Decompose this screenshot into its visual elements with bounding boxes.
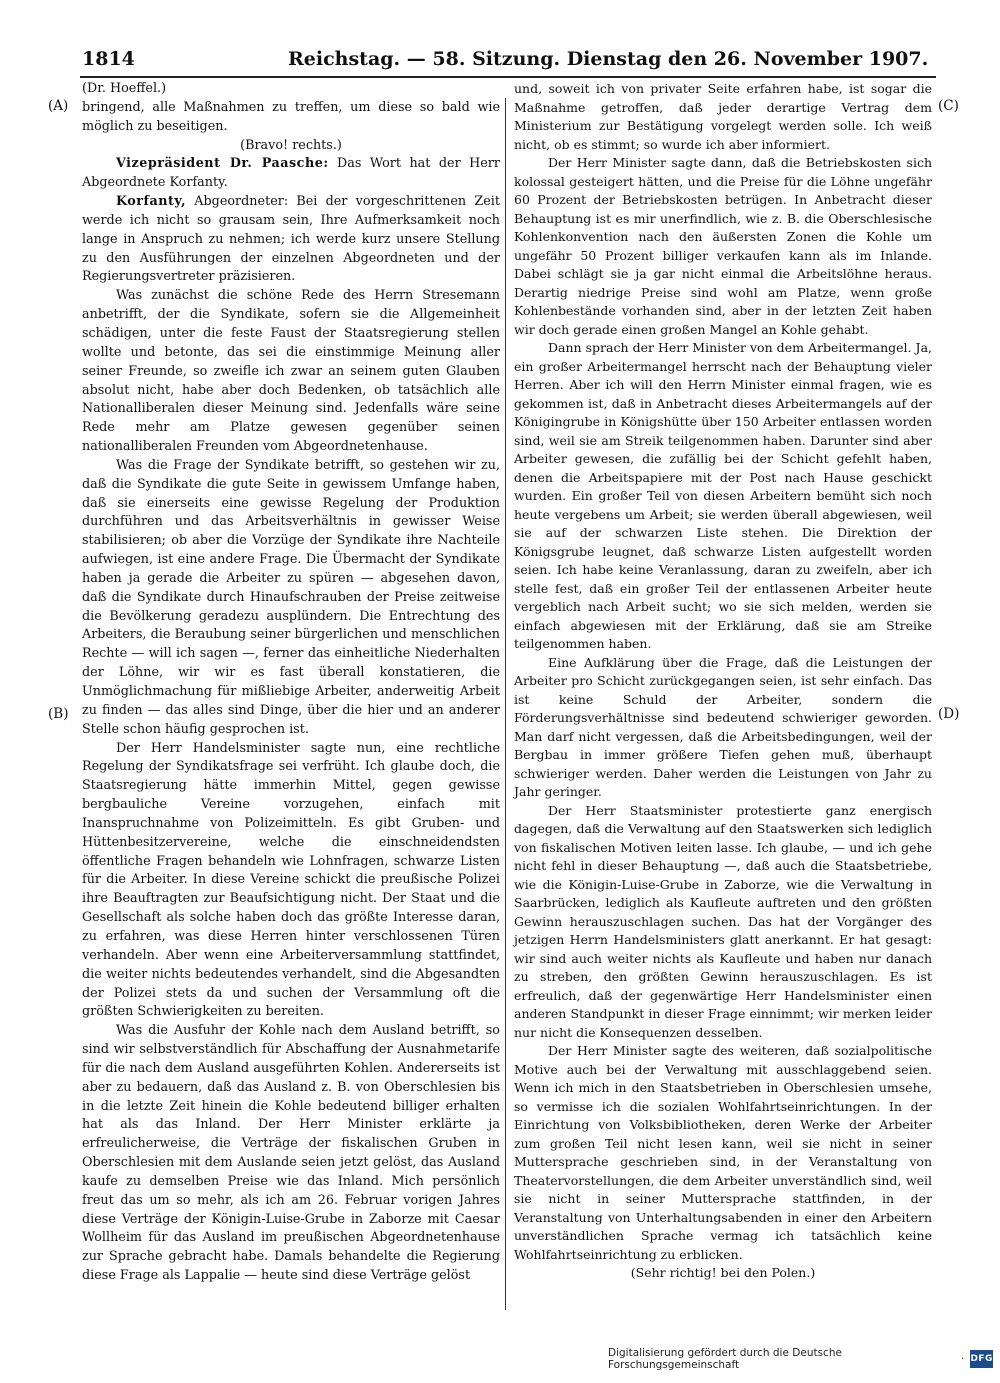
paragraph: Der Herr Minister sagte des weiteren, daß sozialpolitische Motive auch bei der Verwaltung mit ausschlaggebend seien. Wenn ich mich in den Staatsbetrieben in Oberschlesien umsehe, so vermisse ich die sozialen Wohlfahrtseinrichtungen. In der Einrichtung von Volksbibliotheken, deren Werke der Arbeiter zum großen Teil nicht lesen kann, weil sie nicht in seiner Muttersprache geschrieben sind, in der Veranstaltung von Theatervorstellungen, die dem Arbeiter unverständlich sind, weil sie nicht in seiner Muttersprache stattfinden, in der Veranstaltung von Unterhaltungsabenden in einer den Arbeitern unverständlichen Sprache vermag ich tatsächlich keine Wohlfahrtseinrichtung zu erblicken. <box>514 1043 932 1262</box>
speaker-name-vizepraesident: Vizepräsident Dr. Paasche: <box>116 156 329 172</box>
paragraph: Der Herr Staatsminister protestierte ganz energisch dagegen, daß die Verwaltung auf den Staatswerken sich lediglich von fiskalischen Motiven leiten lasse. Ich glaube, — und ich gehe nicht fehl in dieser Behauptung —, daß auch die Staatsbetriebe, wie die Königin-Luise-Grube in Zaborze, wie die Verwaltung in Saarbrücken, lediglich als Kaufleute auftreten und den größten Gewinn herauszuschlagen suchen. Das hat der Vorgänger des jetzigen Herrn Handelsministers glatt anerkannt. Er hat gesagt: wir sind auch weiter nichts als Kaufleute und haben nur danach zu streben, den größten Gewinn herauszuschlagen. Es ist erfreulich, daß der gegenwärtige Herr Handelsminister einen anderen Standpunkt in dieser Frage einnimmt; wir merken leider nur nicht die Konsequenzen desselben. <box>514 802 932 1040</box>
paragraph: Eine Aufklärung über die Frage, daß die Leistungen der Arbeiter pro Schicht zurückgegangen seien, ist sehr einfach. Das ist keine Schuld der Arbeiter, sondern die Förderungsverhältnisse sind bedeutend schwieriger geworden. Man darf nicht vergessen, daß die Arbeitsbedingungen, weil der Bergbau in immer größere Tiefen gehen muß, überhaupt schwieriger werden. Daher werden die Leistungen von Jahr zu Jahr geringer. <box>514 654 932 799</box>
paragraph: Was die Ausfuhr der Kohle nach dem Ausland betrifft, so sind wir selbstverständlich für Abschaffung der Ausnahmetarife für die nach dem Ausland ausgeführten Kohlen. Andererseits ist aber zu bedauern, daß das Ausland z. B. von Oberschlesien bis in die letzte Zeit hinein die Kohle bedeutend billiger erhalten hat als das Inland. Der Herr Minister erklärte ja erfreulicherweise, die Verträge der fiskalischen Gruben in Oberschlesien mit dem Auslande seien jetzt gelöst, das Ausland kaufe zu demselben Preise wie das Inland. Mich persönlich freut das um so mehr, als ich am 26. Februar vorigen Jahres diese Verträge der Königin-Luise-Grube in Zaborze mit Caesar Wollheim für das Ausland im preußischen Abgeordnetenhause zur Sprache gebracht habe. Damals behandelte die Regierung diese Frage als Lappalie — heute sind diese Verträge gelöst <box>82 1023 500 1284</box>
speaker-text: Abgeordneter: Bei der vorgeschrittenen Zeit werde ich nicht so grausam sein, Ihre Aufmerksamkeit noch lange in Anspruch zu nehmen; ich werde kurz unsere Stellung zu den Ausführungen der einzelnen Abgeordneten und der Regierungsvertreter präzisieren. <box>82 194 500 285</box>
speaker-text: Das Wort hat der Herr Abgeordnete Korfanty. <box>82 156 500 191</box>
footer-text: Digitalisierung gefördert durch die Deutsche Forschungsgemeinschaft <box>608 1347 842 1371</box>
margin-mark-b: (B) <box>48 706 69 722</box>
margin-mark-c: (C) <box>938 98 959 114</box>
paragraph: Was die Frage der Syndikate betrifft, so gestehen wir zu, daß die Syndikate die gute Seite in gewissem Umfange haben, daß sie einerseits eine gewisse Regelung der Produktion durchführen und das Arbeitsverhältnis in gewisser Weise stabilisieren; ob aber die Vorzüge der Syndikate ihre Nachteile aufwiegen, ist eine andere Frage. Die Übermacht der Syndikate haben ja gerade die Arbeiter zu spüren — abgesehen davon, daß die Syndikate durch Hinaufschrauben der Preise zeitweise die Bevölkerung geradezu ausplündern. Die Entrechtung des Arbeiters, die Beraubung seiner bürgerlichen und menschlichen Rechte — will ich sagen —, ferner das einheitliche Niederhalten der Löhne, wir wir es fast überall konstatieren, die Unmöglichmachung für mißliebige Arbeiter, anderweitig Arbeit zu finden — das alles sind Dinge, über die hier und an anderer Stelle schon häufig gesprochen ist. <box>82 457 500 737</box>
speaker-paragraph <box>82 193 500 287</box>
paragraph: Der Herr Minister sagte dann, daß die Betriebskosten sich kolossal gesteigert hätten, und die Preise für die Löhne ungefähr 60 Prozent der Betriebskosten betrügen. In Anbetracht dieser Behauptung ist es mir unerfindlich, wie z. B. die Oberschlesische Kohlenkonvention nach den äußersten Zonen die Kohle um ungefähr 50 Prozent billiger verkaufen kann als im Inlande. Dabei schlägt sie ja gar nicht einmal die Arbeitslöhne heraus. Derartig niedrige Preise sind wohl am Platze, wenn große Kohlenbestände vorhanden sind, aber in der letzten Zeit haben wir doch gerade einen großen Mangel an Kohle gehabt. <box>514 155 932 337</box>
speaker-name-korfanty: Korfanty, <box>116 194 187 210</box>
speaker-paragraph <box>82 155 500 193</box>
applause-note: (Bravo! rechts.) <box>240 137 342 153</box>
paragraph: Was zunächst die schöne Rede des Herrn Stresemann anbetrifft, der die Syndikate, sofern sie die Allgemeinheit schädigen, unter die feste Faust der Staatsregierung stellen wollte und betonte, das sei die einstimmige Meinung aller seiner Freunde, so zweifle ich zwar an seinem guten Glauben absolut nicht, habe aber doch Bedenken, ob tatsächlich alle Nationalliberalen dieser Meinung sind. Jedenfalls wäre seine Rede mehr am Platze gewesen gegenüber seinen nationalliberalen Freunden vom Abgeordnetenhause. <box>82 288 500 455</box>
paragraph: Der Herr Handelsminister sagte nun, eine rechtliche Regelung der Syndikatsfrage sei verfrüht. Ich glaube doch, die Staatsregierung hätte immerhin Mittel, gegen gewisse bergbauliche Vereine vorzugehen, einfach mit Inanspruchnahme von Polizeimitteln. Es gibt Gruben- und Hüttenbesitzervereine, welche die einschneidendsten öffentliche Fragen behandeln wie Lohnfragen, schwarze Listen für die Arbeiter. In diese Vereine schickt die preußische Polizei ihre Beauftragten zur Beaufsichtigung nicht. Der Staat und die Gesellschaft als solche haben doch das größte Interesse daran, zu erfahren, was diese Herren hinter verschlossenen Türen verhandeln. Aber wenn eine Arbeiterversammlung stattfindet, die weiter nichts bedeutendes verhandelt, sind die Abgesandten der Polizei stets da und suchen der Versammlung oft die größten Schwierigkeiten zu bereiten. <box>82 740 500 1020</box>
paragraph: Dann sprach der Herr Minister von dem Arbeitermangel. Ja, ein großer Arbeitermangel herrscht nach der Behauptung vieler Herren. Aber ich will den Herrn Minister einmal fragen, wie es gekommen ist, daß in Anbetracht dieses Arbeitermangels auf der Königingrube in Königshütte über 150 Arbeiter entlassen worden sind, weil sie am Streik teilgenommen haben. Darunter sind aber Arbeiter gewesen, die zufällig bei der Schicht gefehlt haben, denen die Arbeitspapiere mit der Post nach Hause geschickt wurden. Ein großer Teil von diesen Arbeitern bemüht sich noch heute vergebens um Arbeit; sie werden überall abgewiesen, weil sie auf der schwarzen Liste stehen. Die Direktion der Königsgrube leugnet, daß schwarze Listen aufgestellt worden seien. Ich habe keine Veranlassung, daran zu zweifeln, aber ich stelle fest, daß ein großer Teil der entlassenen Arbeiter heute vergeblich nach Arbeit sucht; wo sie sich melden, werden sie einfach abgewiesen mit der Erklärung, daß sie am Streike teilgenommen haben. <box>514 340 932 651</box>
paragraph: und, soweit ich von privater Seite erfahren habe, ist sogar die Maßnahme getroffen, daß jeder derartige Vertrag dem Ministerium zur Bestätigung vorgelegt werden solle. Ich weiß nicht, ob es stimmt; so wurde ich aber informiert. <box>514 81 932 152</box>
page-number: 1814 <box>82 48 135 70</box>
paragraph: bringend, alle Maßnahmen zu treffen, um diese so bald wie möglich zu beseitigen. <box>82 99 500 134</box>
header-title: Reichstag. — 58. Sitzung. Dienstag den 26. November 1907. <box>288 48 929 70</box>
footer-separator: · <box>961 1353 965 1365</box>
header-rule <box>80 76 936 78</box>
applause-note: (Sehr richtig! bei den Polen.) <box>630 1265 816 1280</box>
margin-mark-a: (A) <box>48 98 69 114</box>
page-header <box>82 48 936 78</box>
column-divider <box>505 98 506 1310</box>
left-column <box>82 80 500 1286</box>
margin-mark-d: (D) <box>938 706 960 722</box>
speaker-tag: (Dr. Hoeffel.) <box>82 81 167 96</box>
digitization-footer <box>608 1346 993 1372</box>
right-column <box>514 80 932 1283</box>
dfg-logo-icon: DFG <box>970 1350 993 1368</box>
